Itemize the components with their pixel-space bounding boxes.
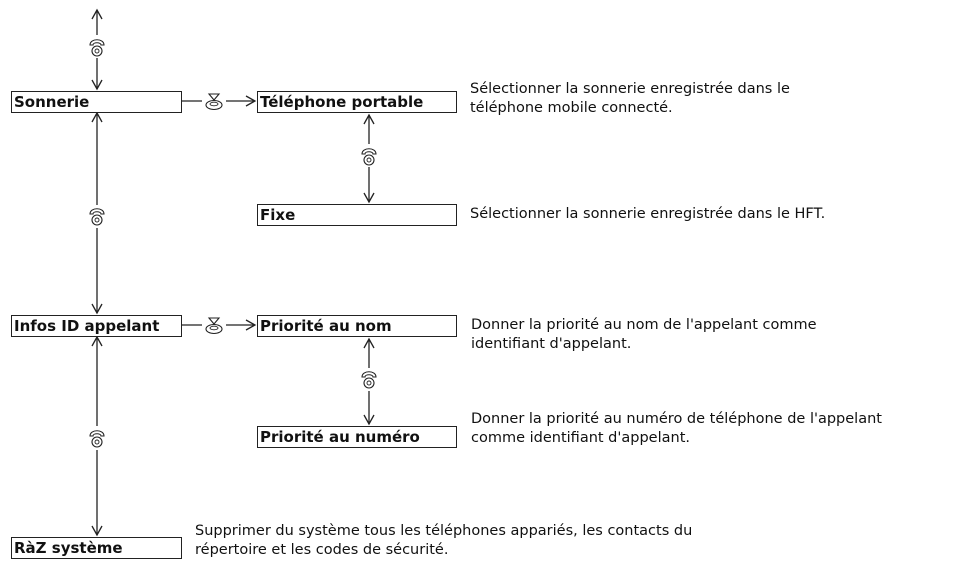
phone-dial-icon — [362, 149, 376, 165]
description-line: Donner la priorité au numéro de téléphone de l'appelant — [471, 411, 882, 427]
infos-enter-connector — [182, 318, 255, 334]
portable-fixe-connector — [362, 115, 376, 202]
description-telephone-portable — [470, 80, 790, 118]
top-connector — [90, 10, 104, 89]
submenu-item-priorite-au-nom[interactable]: Priorité au nom — [257, 315, 457, 337]
submenu-item-telephone-portable[interactable]: Téléphone portable — [257, 91, 457, 113]
sonnerie-infos-connector — [90, 113, 104, 313]
enter-knob-icon — [206, 94, 222, 110]
menu-item-infos-id-appelant[interactable]: Infos ID appelant — [11, 315, 182, 337]
description-line: Supprimer du système tous les téléphones appariés, les contacts du — [195, 523, 693, 539]
phone-dial-icon — [362, 372, 376, 388]
description-line: comme identifiant d'appelant. — [471, 430, 690, 446]
phone-dial-icon — [90, 431, 104, 447]
menu-item-raz-systeme[interactable]: RàZ système — [11, 537, 182, 559]
description-priorite-au-nom — [471, 316, 817, 354]
description-line: Sélectionner la sonnerie enregistrée dans le — [470, 81, 790, 97]
description-line: répertoire et les codes de sécurité. — [195, 542, 449, 558]
description-line: identifiant d'appelant. — [471, 336, 632, 352]
description-line: téléphone mobile connecté. — [470, 100, 673, 116]
description-line: Sélectionner la sonnerie enregistrée dans le HFT. — [470, 206, 826, 222]
menu-item-sonnerie[interactable]: Sonnerie — [11, 91, 182, 113]
description-fixe — [470, 205, 825, 224]
description-raz-systeme — [195, 522, 692, 560]
description-line: Donner la priorité au nom de l'appelant comme — [471, 317, 817, 333]
submenu-item-priorite-au-numero[interactable]: Priorité au numéro — [257, 426, 457, 448]
enter-knob-icon — [206, 318, 222, 334]
sonnerie-enter-connector — [182, 94, 255, 110]
submenu-item-fixe[interactable]: Fixe — [257, 204, 457, 226]
description-priorite-au-numero — [471, 410, 882, 448]
infos-raz-connector — [90, 337, 104, 535]
nom-numero-connector — [362, 339, 376, 424]
phone-dial-icon — [90, 209, 104, 225]
phone-dial-icon — [90, 40, 104, 56]
